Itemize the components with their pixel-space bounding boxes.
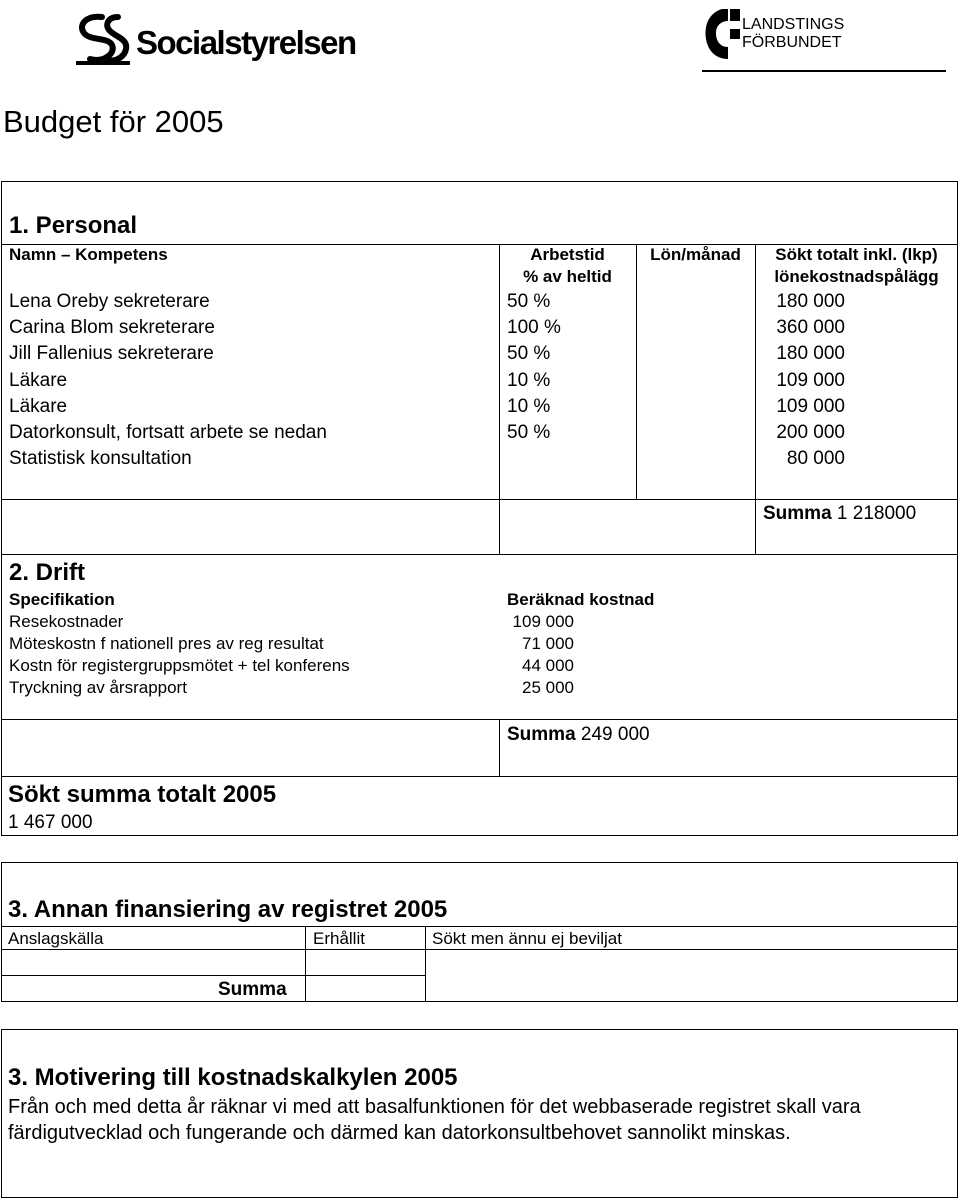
drift-kostnader xyxy=(499,611,574,699)
personal-summa-bottom xyxy=(1,554,958,555)
table-cell: 100 % xyxy=(507,317,561,339)
total-heading: Sökt summa totalt 2005 xyxy=(8,781,277,808)
table-cell: 71 000 xyxy=(522,634,574,653)
table-row: Läkare xyxy=(9,369,68,391)
table-row: Lena Oreby sekreterare xyxy=(9,291,210,312)
personal-col-divider-1 xyxy=(499,244,500,554)
table-cell: 180 000 xyxy=(776,343,845,365)
table-cell: 50 % xyxy=(507,291,551,312)
landstingsforbundet-logo xyxy=(702,2,844,66)
table-row: Läkare xyxy=(9,395,68,417)
finansiering-row-2 xyxy=(1,975,425,976)
finansiering-col-divider-1 xyxy=(305,926,306,1002)
header-lon: Lön/månad xyxy=(650,245,741,264)
drift-specs xyxy=(9,611,350,699)
drift-summa: Summa 249 000 xyxy=(507,724,650,745)
header-kostnad: Beräknad kostnad xyxy=(507,590,655,609)
table-row: Carina Blom sekreterare xyxy=(9,317,215,339)
motivering-text: Från och med detta år räknar vi med att basalfunktionen för det webbaserade registret skall vara färdigutvecklad och fungerande och därmed kan datorkonsultbehovet sannolikt minskas. xyxy=(8,1096,861,1144)
drift-heading: 2. Drift xyxy=(9,559,86,586)
socialstyrelsen-logo xyxy=(72,8,356,70)
table-cell: 10 % xyxy=(507,395,551,417)
table-row: Tryckning av årsrapport xyxy=(9,678,187,697)
table-cell: 50 % xyxy=(507,343,551,365)
table-cell: 25 000 xyxy=(522,678,574,697)
personal-heading: 1. Personal xyxy=(9,212,138,239)
personal-col-divider-2 xyxy=(636,244,637,499)
table-row: Statistisk konsultation xyxy=(9,448,192,470)
drift-table-bottom xyxy=(1,719,958,720)
table-cell: 44 000 xyxy=(522,656,574,675)
header-anslagskalla: Anslagskälla xyxy=(8,929,104,948)
socialstyrelsen-logo-icon xyxy=(72,11,134,67)
finansiering-summa: Summa xyxy=(218,979,287,1000)
table-cell: 109 000 xyxy=(512,612,574,631)
header-rule xyxy=(702,70,946,72)
personal-arbetstid xyxy=(507,289,561,446)
finansiering-row-1 xyxy=(1,949,958,950)
landstingsforbundet-logo-icon xyxy=(702,5,742,63)
table-cell: 109 000 xyxy=(776,395,845,417)
header-specifikation: Specifikation xyxy=(9,590,115,609)
header-erhallit: Erhållit xyxy=(313,929,365,948)
table-cell: 80 000 xyxy=(786,448,845,470)
personal-sokt xyxy=(755,289,845,472)
personal-table-bottom xyxy=(1,499,958,500)
page-title: Budget för 2005 xyxy=(3,104,224,139)
finansiering-heading: 3. Annan finansiering av registret 2005 xyxy=(8,896,448,923)
table-cell: 200 000 xyxy=(776,422,845,444)
socialstyrelsen-wordmark: Socialstyrelsen xyxy=(136,24,356,61)
finansiering-table-top xyxy=(1,926,958,927)
personal-summa: Summa 1 218000 xyxy=(763,503,917,524)
header-sokt-ej-beviljat: Sökt men ännu ej beviljat xyxy=(432,929,622,948)
landstingsforbundet-wordmark: LANDSTINGS FÖRBUNDET xyxy=(742,16,845,51)
table-cell: 10 % xyxy=(507,369,551,391)
header-sokt: Sökt totalt inkl. (lkp) lönekostnadspålägg xyxy=(774,245,939,286)
total-value: 1 467 000 xyxy=(8,812,93,833)
drift-summa-divider xyxy=(499,719,500,776)
table-cell: 50 % xyxy=(507,422,551,444)
header-namn: Namn – Kompetens xyxy=(9,245,168,264)
table-row: Resekostnader xyxy=(9,612,124,631)
personal-names xyxy=(9,289,327,472)
table-cell: 180 000 xyxy=(776,291,845,312)
table-row: Möteskostn f nationell pres av reg resultat xyxy=(9,634,324,653)
table-row: Kostn för registergruppsmötet + tel konferens xyxy=(9,656,350,675)
finansiering-col-divider-2 xyxy=(425,926,426,1002)
header-arbetstid: Arbetstid % av heltid xyxy=(523,245,612,286)
table-row: Datorkonsult, fortsatt arbete se nedan xyxy=(9,422,327,444)
motivering-heading: 3. Motivering till kostnadskalkylen 2005 xyxy=(8,1064,458,1091)
table-cell: 360 000 xyxy=(776,317,845,339)
drift-summa-bottom xyxy=(1,776,958,777)
table-row: Jill Fallenius sekreterare xyxy=(9,343,214,365)
table-cell: 109 000 xyxy=(776,369,845,391)
